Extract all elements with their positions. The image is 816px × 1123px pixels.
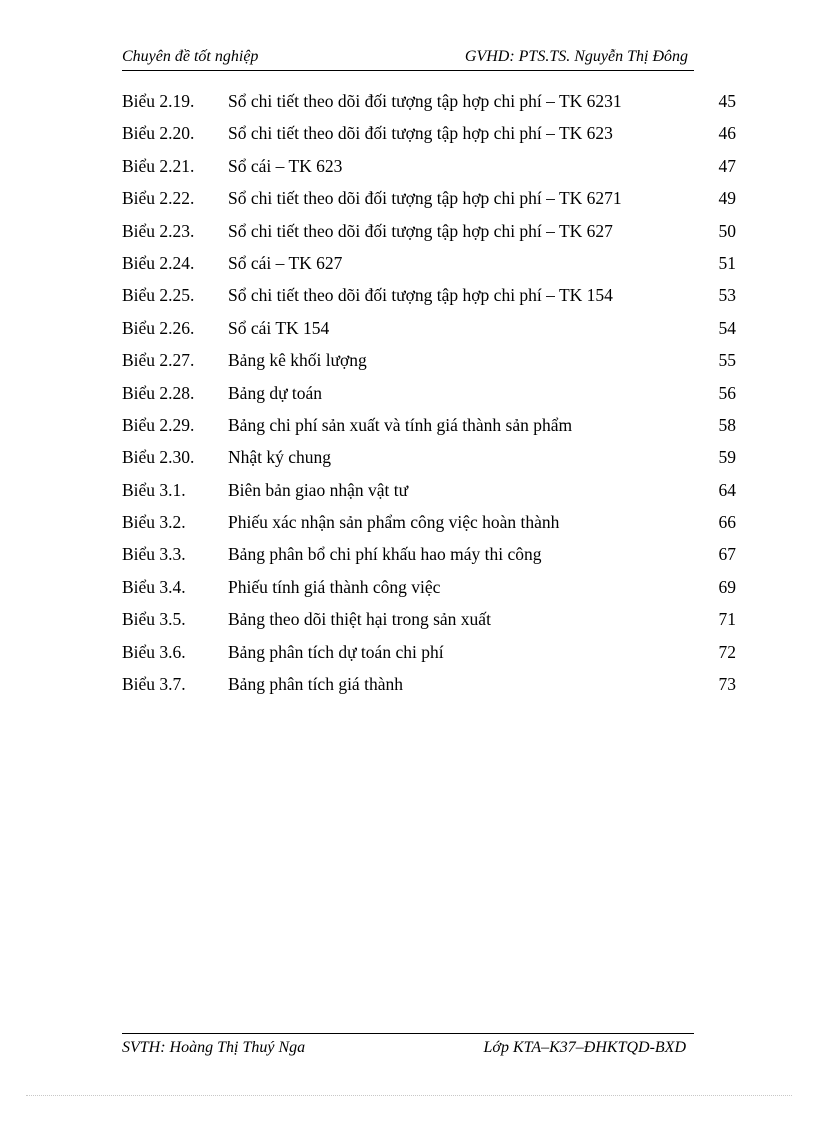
header-advisor: GVHD: PTS.TS. Nguyễn Thị Đông xyxy=(464,48,688,65)
toc-entry xyxy=(122,606,736,638)
toc-entry-title: Sổ chi tiết theo dõi đối tượng tập hợp chi phí – TK 623 xyxy=(228,123,613,144)
toc-entry xyxy=(122,315,736,347)
toc-entry-page: 59 xyxy=(718,447,736,468)
toc-entry xyxy=(122,380,736,412)
toc-entry-number: Biểu 2.25. xyxy=(122,285,195,306)
toc-entry-title: Sổ cái TK 154 xyxy=(228,317,330,338)
page-header xyxy=(122,46,694,70)
footer-class: Lớp KTA–K37–ĐHKTQD-BXD xyxy=(483,1039,686,1056)
header-title: Chuyên đề tốt nghiệp xyxy=(122,48,259,65)
toc-entry-title: Sổ chi tiết theo dõi đối tượng tập hợp chi phí – TK 6271 xyxy=(228,188,622,209)
toc-entry xyxy=(122,639,736,671)
toc-entry-number: Biểu 3.5. xyxy=(122,609,186,630)
toc-entry-number: Biểu 3.6. xyxy=(122,641,186,662)
toc-entry-page: 49 xyxy=(718,188,736,209)
toc-entry-title: Sổ chi tiết theo dõi đối tượng tập hợp chi phí – TK 627 xyxy=(228,220,613,241)
toc-entry xyxy=(122,185,736,217)
toc-entry-number: Biểu 3.2. xyxy=(122,512,186,533)
toc-entry-page: 64 xyxy=(718,479,736,500)
toc-entry-page: 69 xyxy=(718,576,736,597)
toc-entry-page: 51 xyxy=(718,252,736,273)
toc-entry-title: Phiếu tính giá thành công việc xyxy=(228,576,441,597)
toc-entry-title: Bảng chi phí sản xuất và tính giá thành sản phẩm xyxy=(228,414,573,435)
toc-entry-number: Biểu 2.29. xyxy=(122,414,195,435)
toc-entry xyxy=(122,120,736,152)
toc-entry-number: Biểu 2.28. xyxy=(122,382,195,403)
header-divider xyxy=(122,70,694,71)
toc-entry-number: Biểu 2.24. xyxy=(122,252,195,273)
toc-entry-number: Biểu 2.26. xyxy=(122,317,195,338)
toc-entry xyxy=(122,574,736,606)
toc-entry xyxy=(122,509,736,541)
footer-divider xyxy=(122,1033,694,1034)
toc-entry-number: Biểu 2.21. xyxy=(122,155,195,176)
toc-entry-number: Biểu 3.1. xyxy=(122,479,186,500)
page-footer xyxy=(122,1037,694,1061)
toc-entry-title: Biên bản giao nhận vật tư xyxy=(228,479,409,500)
toc-entry xyxy=(122,412,736,444)
toc-entry-number: Biểu 3.3. xyxy=(122,544,186,565)
toc-entry-page: 55 xyxy=(718,350,736,371)
toc-entry-page: 50 xyxy=(718,220,736,241)
toc-entry-page: 46 xyxy=(718,123,736,144)
toc-entry-number: Biểu 2.27. xyxy=(122,350,195,371)
toc-entry xyxy=(122,541,736,573)
toc-entry-page: 66 xyxy=(718,512,736,533)
toc-entry-title: Bảng phân tích dự toán chi phí xyxy=(228,641,444,662)
toc-entry-title: Bảng phân bổ chi phí khấu hao máy thi công xyxy=(228,544,542,565)
toc-entry-number: Biểu 2.22. xyxy=(122,188,195,209)
toc-entry xyxy=(122,218,736,250)
toc-entry-page: 54 xyxy=(718,317,736,338)
toc-entry-title: Bảng theo dõi thiệt hại trong sản xuất xyxy=(228,609,491,630)
toc-entry-title: Sổ cái – TK 627 xyxy=(228,252,343,273)
toc-entry-title: Bảng kê khối lượng xyxy=(228,350,367,371)
toc-entry-title: Bảng phân tích giá thành xyxy=(228,674,403,695)
toc-entry-title: Bảng dự toán xyxy=(228,382,323,403)
toc-entry-number: Biểu 2.19. xyxy=(122,91,195,111)
footer-student: SVTH: Hoàng Thị Thuý Nga xyxy=(122,1039,306,1056)
toc-entry-number: Biểu 2.23. xyxy=(122,220,195,241)
toc-entry-title: Nhật ký chung xyxy=(228,447,332,468)
toc-entry xyxy=(122,347,736,379)
toc-entry-page: 67 xyxy=(718,544,736,565)
toc-entry-page: 58 xyxy=(718,414,736,435)
toc-entry-title: Sổ cái – TK 623 xyxy=(228,155,343,176)
toc-entry-title: Sổ chi tiết theo dõi đối tượng tập hợp chi phí – TK 6231 xyxy=(228,91,622,111)
toc-entry-number: Biểu 2.20. xyxy=(122,123,195,144)
toc-entry-number: Biểu 3.4. xyxy=(122,576,186,597)
page-edge-divider xyxy=(26,1095,792,1096)
toc-entry-page: 53 xyxy=(718,285,736,306)
toc-entry-number: Biểu 2.30. xyxy=(122,447,195,468)
toc-entry xyxy=(122,671,736,703)
toc-entry-title: Phiếu xác nhận sản phẩm công việc hoàn thành xyxy=(228,512,560,533)
toc-entry-page: 47 xyxy=(718,155,736,176)
toc-entry xyxy=(122,250,736,282)
toc-entry-number: Biểu 3.7. xyxy=(122,674,186,695)
toc-entry xyxy=(122,477,736,509)
toc-entry-page: 73 xyxy=(718,674,736,695)
toc-entry xyxy=(122,282,736,314)
toc-entry xyxy=(122,153,736,185)
toc-entry-page: 45 xyxy=(718,91,736,111)
toc-entry-page: 71 xyxy=(718,609,736,630)
toc-entry-page: 56 xyxy=(718,382,736,403)
table-of-figures xyxy=(122,88,736,703)
toc-entry xyxy=(122,88,736,120)
toc-entry-page: 72 xyxy=(718,641,736,662)
toc-entry-title: Sổ chi tiết theo dõi đối tượng tập hợp chi phí – TK 154 xyxy=(228,285,613,306)
toc-entry xyxy=(122,444,736,476)
